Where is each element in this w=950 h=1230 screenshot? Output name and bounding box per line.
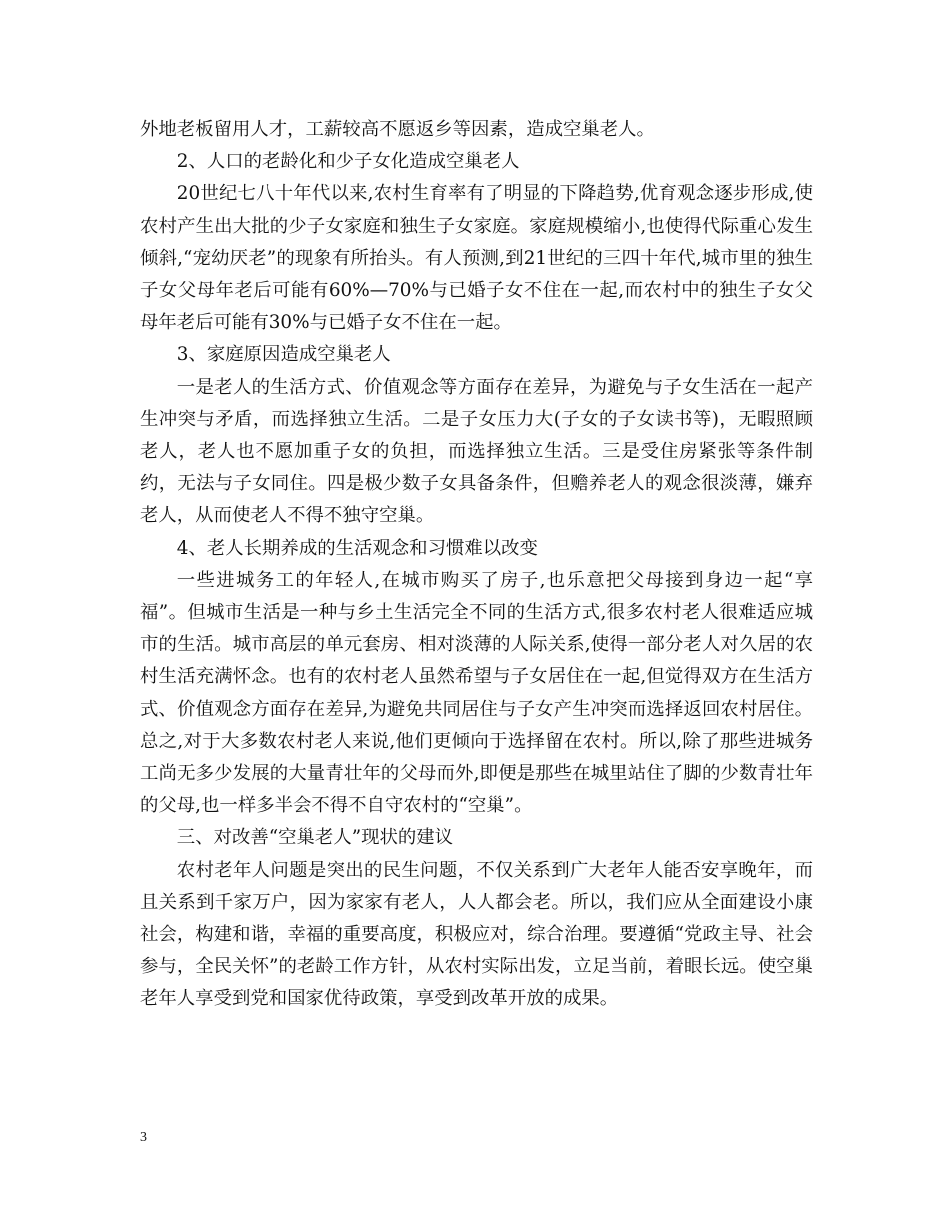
paragraph-habits: 一些进城务工的年轻人,在城市购买了房子,也乐意把父母接到身边一起“享福”。但城市生活是一种与乡土生活完全不同的生活方式,很多农村老人很难适应城市的生活。城市高层的单元套房、相对淡薄的人际关系,使得一部分老人对久居的农村生活充满怀念。也有的农村老人虽然希望与子女居住在一起,但觉得双方在生活方式、价值观念方面存在差异,为避免共同居住与子女产生冲突而选择返回农村居住。总之,对于大多数农村老人来说,他们更倾向于选择留在农村。所以,除了那些进城务工尚无多少发展的大量青壮年的父母而外,即便是那些在城里站住了脚的少数青壮年的父母,也一样多半会不得不自守农村的“空巢”。 [140,569,813,817]
paragraph-suggestions: 农村老年人问题是突出的民生问题，不仅关系到广大老年人能否安享晚年，而且关系到千家万户，因为家家有老人，人人都会老。所以，我们应从全面建设小康社会，构建和谐，幸福的重要高度，积极应对，综合治理。要遵循“党政主导、社会参与，全民关怀”的老龄工作方针，从农村实际出发，立足当前，着眼长远。使空巢老年人享受到党和国家优待政策，享受到改革开放的成果。 [140,859,813,1010]
paragraph-continuation: 外地老板留用人才，工薪较高不愿返乡等因素，造成空巢老人。 [140,119,655,140]
document-body [140,114,813,1016]
section-heading-4: 4、老人长期养成的生活观念和习惯难以改变 [176,537,538,559]
page-number: 3 [140,1130,147,1145]
section-heading-suggestions: 三、对改善“空巢老人”现状的建议 [176,827,454,849]
section-heading-3: 3、家庭原因造成空巢老人 [176,344,391,366]
section-heading-2: 2、人口的老龄化和少子女化造成空巢老人 [176,151,520,173]
paragraph-aging-population: 20世纪七八十年代以来,农村生育率有了明显的下降趋势,优育观念逐步形成,使农村产生出大批的少子女家庭和独生子女家庭。家庭规模缩小,也使得代际重心发生倾斜,“宠幼厌老”的现象有所抬头。有人预测,到21世纪的三四十年代,城市里的独生子女父母年老后可能有60%—70%与已婚子女不住在一起,而农村中的独生子女父母年老后可能有30%与已婚子女不住在一起。 [140,183,813,334]
paragraph-family-reasons: 一是老人的生活方式、价值观念等方面存在差异，为避免与子女生活在一起产生冲突与矛盾，而选择独立生活。二是子女压力大(子女的子女读书等)，无暇照顾老人，老人也不愿加重子女的负担，而选择独立生活。三是受住房紧张等条件制约，无法与子女同住。四是极少数子女具备条件，但赡养老人的观念很淡薄，嫌弃老人，从而使老人不得不独守空巢。 [140,376,813,527]
